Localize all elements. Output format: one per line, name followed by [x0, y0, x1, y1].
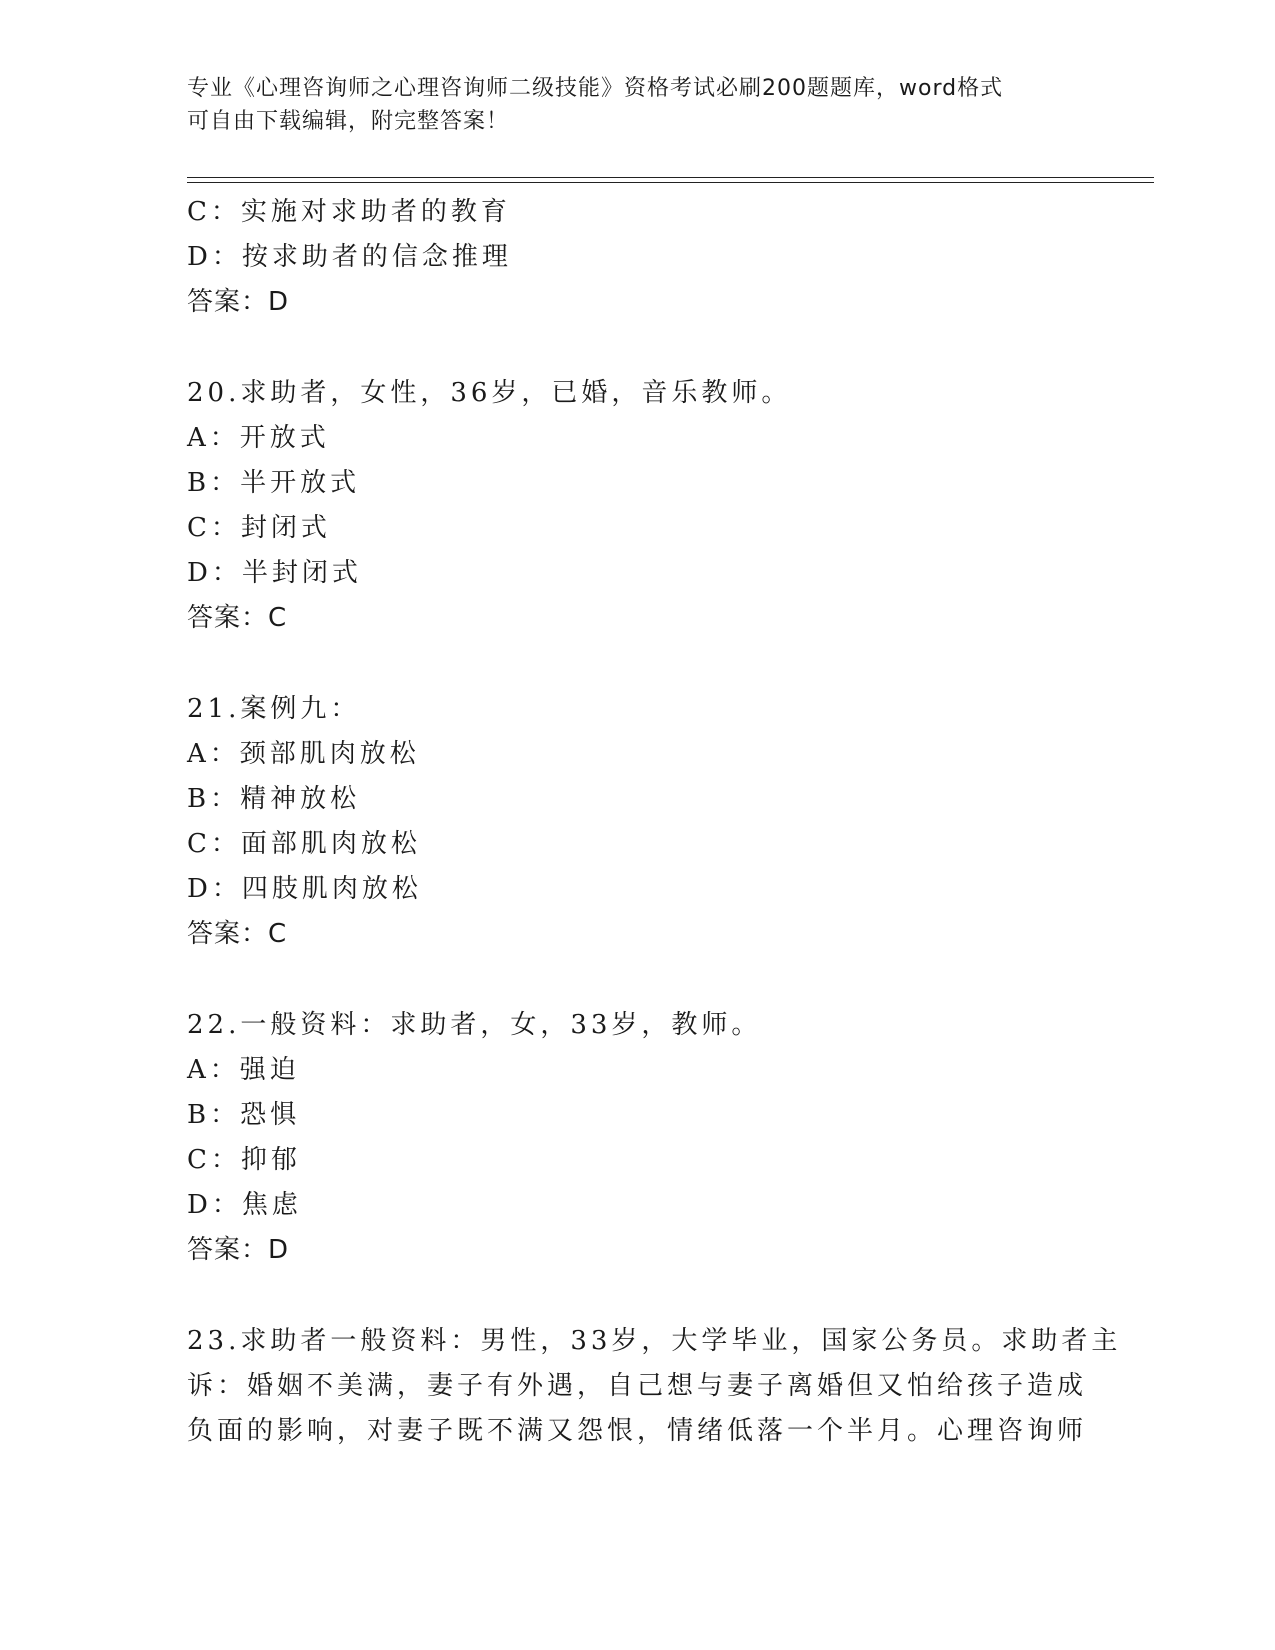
question-19-tail [187, 190, 1087, 325]
question-content [187, 190, 1122, 1454]
question-stem-line: 负面的影响，对妻子既不满又怨恨，情绪低落一个半月。心理咨询师 [187, 1416, 1088, 1446]
header-divider-top [187, 177, 1154, 178]
option-b: B：恐惧 [187, 1100, 301, 1130]
answer-line: 答案：D [187, 287, 290, 317]
option-c: C：封闭式 [187, 513, 331, 543]
option-a: A：开放式 [187, 423, 330, 453]
question-22 [187, 1003, 1087, 1273]
spacer [187, 641, 1087, 687]
question-21 [187, 687, 1087, 957]
question-stem-line: 23.求助者一般资料：男性，33岁，大学毕业，国家公务员。求助者主 [187, 1326, 1122, 1356]
question-stem: 21.案例九： [187, 694, 361, 724]
document-header [187, 72, 1087, 138]
header-divider-bottom [187, 182, 1154, 183]
option-b: B：精神放松 [187, 784, 361, 814]
header-title-line-1: 专业《心理咨询师之心理咨询师二级技能》资格考试必刷200题题库，word格式 [187, 76, 1004, 101]
question-stem: 20.求助者，女性，36岁，已婚，音乐教师。 [187, 378, 792, 408]
option-b: B：半开放式 [187, 468, 361, 498]
option-c: C：抑郁 [187, 1145, 301, 1175]
header-title-line-2: 可自由下载编辑，附完整答案！ [187, 109, 510, 134]
question-stem: 22.一般资料：求助者，女，33岁，教师。 [187, 1010, 762, 1040]
option-d: D：焦虑 [187, 1190, 302, 1220]
question-20 [187, 371, 1087, 641]
spacer [187, 957, 1087, 1003]
answer-line: 答案：D [187, 1235, 290, 1265]
option-c: C：实施对求助者的教育 [187, 197, 511, 227]
answer-line: 答案：C [187, 919, 288, 949]
option-d: D：按求助者的信念推理 [187, 242, 512, 272]
option-d: D：半封闭式 [187, 558, 362, 588]
spacer [187, 325, 1087, 371]
question-23 [187, 1319, 1122, 1454]
spacer [187, 1273, 1087, 1319]
option-c: C：面部肌肉放松 [187, 829, 421, 859]
question-stem-line: 诉：婚姻不美满，妻子有外遇，自己想与妻子离婚但又怕给孩子造成 [187, 1371, 1088, 1401]
answer-line: 答案：C [187, 603, 288, 633]
option-a: A：颈部肌肉放松 [187, 739, 420, 769]
option-d: D：四肢肌肉放松 [187, 874, 422, 904]
option-a: A：强迫 [187, 1055, 300, 1085]
